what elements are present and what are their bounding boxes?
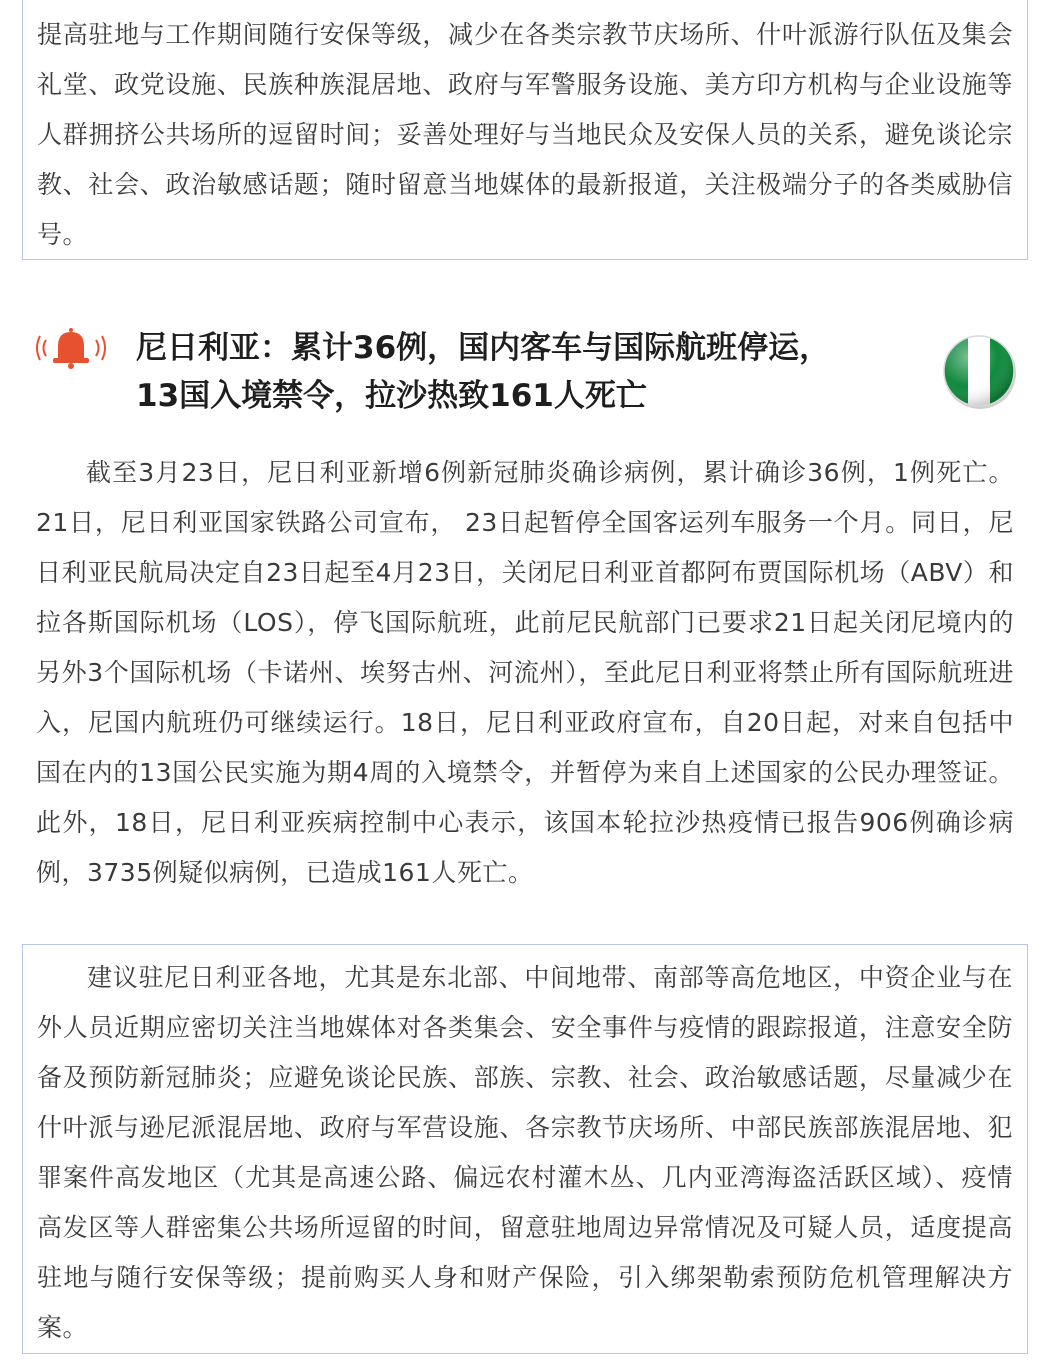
headline-title	[136, 324, 916, 420]
top-advice-text: 提高驻地与工作期间随行安保等级，减少在各类宗教节庆场所、什叶派游行队伍及集会礼堂、政党设施、民族种族混居地、政府与军警服务设施、美方印方机构与企业设施等人群拥挤公共场所的逗留时间；妥善处理好与当地民众及安保人员的关系，避免谈论宗教、社会、政治敏感话题；随时留意当地媒体的最新报道，关注极端分子的各类威胁信号。	[37, 20, 1013, 249]
headline-title-line1: 尼日利亚：累计36例，国内客车与国际航班停运，	[136, 330, 831, 366]
advice-box	[22, 944, 1028, 1354]
headline-title-line2: 13国入境禁令，拉沙热致161人死亡	[136, 378, 647, 414]
advice-text: 建议驻尼日利亚各地，尤其是东北部、中间地带、南部等高危地区，中资企业与在外人员近期应密切关注当地媒体对各类集会、安全事件与疫情的跟踪报道，注意安全防备及预防新冠肺炎；应避免谈论民族、部族、宗教、社会、政治敏感话题，尽量减少在什叶派与逊尼派混居地、政府与军营设施、各宗教节庆场所、中部民族部族混居地、犯罪案件高发地区（尤其是高速公路、偏远农村灌木丛、几内亚湾海盗活跃区域）、疫情高发区等人群密集公共场所逗留的时间，留意驻地周边异常情况及可疑人员，适度提高驻地与随行安保等级；提前购买人身和财产保险，引入绑架勒索预防危机管理解决方案。	[37, 963, 1013, 1342]
top-advice-box	[22, 0, 1028, 260]
alarm-bell-icon	[36, 326, 106, 370]
nigeria-flag-icon	[940, 332, 1018, 410]
section-headline	[36, 320, 1026, 430]
news-body	[36, 448, 1014, 898]
news-paragraph: 截至3月23日，尼日利亚新增6例新冠肺炎确诊病例，累计确诊36例，1例死亡。21日，尼日利亚国家铁路公司宣布， 23日起暂停全国客运列车服务一个月。同日，尼日利亚民航局决定自23日起至4月23日，关闭尼日利亚首都阿布贾国际机场（ABV）和拉各斯国际机场（LOS），停飞国际航班，此前尼民航部门已要求21日起关闭尼境内的另外3个国际机场（卡诺州、埃努古州、河流州），至此尼日利亚将禁止所有国际航班进入，尼国内航班仍可继续运行。18日，尼日利亚政府宣布，自20日起，对来自包括中国在内的13国公民实施为期4周的入境禁令，并暂停为来自上述国家的公民办理签证。此外，18日，尼日利亚疾病控制中心表示，该国本轮拉沙热疫情已报告906例确诊病例，3735例疑似病例，已造成161人死亡。	[36, 458, 1014, 887]
